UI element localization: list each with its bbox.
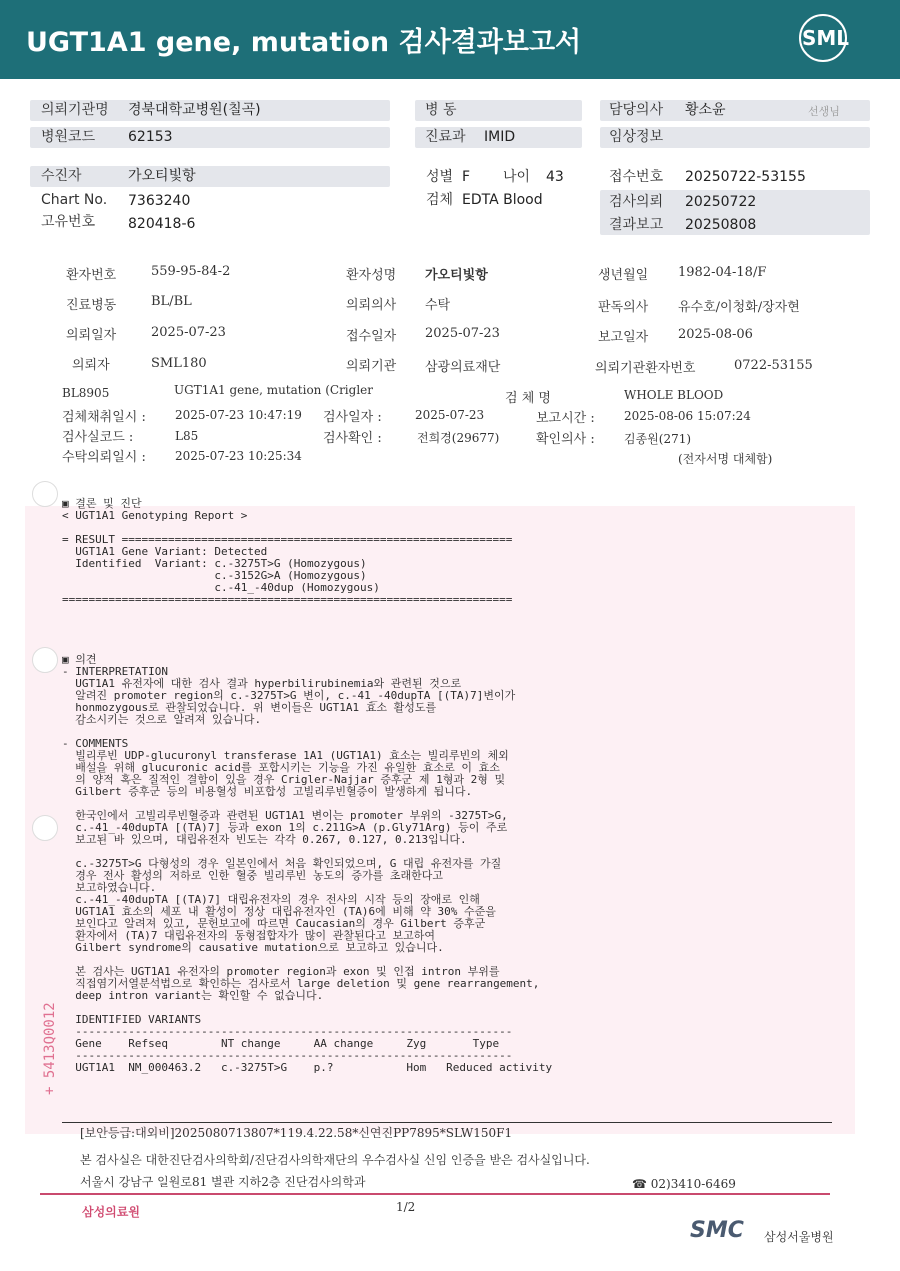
scan-value: 2025-07-23 xyxy=(151,325,226,340)
report-line: ▣ 결론 및 진단 xyxy=(62,497,142,510)
scan-label: 접수일자 xyxy=(346,329,397,344)
report-line: 직접염기서열분석법으로 확인하는 검사로서 large deletion 및 gene rearrangement, xyxy=(62,977,540,990)
scan-value: 2025-07-23 xyxy=(425,326,500,341)
hospital-left: 삼성의료원 xyxy=(82,1205,140,1219)
report-label: 결과보고 xyxy=(609,217,664,233)
report-line: c.-3152G>A (Homozygous) xyxy=(62,569,367,582)
dept-label: 진료과 xyxy=(425,129,466,145)
request-value: 20250722 xyxy=(685,194,757,210)
report-line: 알려진 promoter region의 c.-3275T>G 변이, c.-41_-40dupTA [(TA)7]변이가 xyxy=(62,689,516,702)
report-line: c.-41_-40dupTA [(TA)7] 등과 exon 1의 c.211G>A (p.Gly71Arg) 등이 주로 xyxy=(62,821,508,834)
report-line: ▣ 의견 xyxy=(62,653,97,666)
side-stamp: + 5413Q0012 xyxy=(42,1002,58,1095)
report-line: UGT1A1 효소의 세포 내 활성이 정상 대립유전자인 (TA)6에 비해 약 30% 수준을 xyxy=(62,905,496,918)
report-line: 한국인에서 고빌리루빈혈증과 관련된 UGT1A1 변이는 promoter 부위의 -3275T>G, xyxy=(62,809,508,822)
report-line: Gilbert 증후군 등의 비용혈성 비포합성 고빌리루빈혈증이 발생하게 됩니다. xyxy=(62,785,473,798)
report-line: < UGT1A1 Genotyping Report > xyxy=(62,509,248,522)
scan-label: 의뢰기관환자번호 xyxy=(595,361,696,376)
request-label: 검사의뢰 xyxy=(609,194,664,210)
report-line: Gene Refseq NT change AA change Zyg Type xyxy=(62,1037,500,1050)
security-line: [보안등급:대외비]2025080713807*119.4.22.58*신연진PP7895*SLW150F1 xyxy=(80,1126,513,1140)
signature-note: (전자서명 대체함) xyxy=(678,452,773,466)
scan-value: 유수호/이청화/장자현 xyxy=(678,300,800,315)
doctor-suffix: 선생님 xyxy=(808,105,840,118)
report-line xyxy=(62,606,552,618)
certification-text: 본 검사실은 대한진단검사의학회/진단검사의학재단의 우수검사실 신임 인증을 받은 검사실입니다. xyxy=(80,1153,590,1167)
punch-hole-icon xyxy=(32,815,58,841)
room-value: L85 xyxy=(175,429,199,443)
scan-value: 가오티빛항 xyxy=(425,268,488,283)
report-line: 보고하였습니다. xyxy=(62,881,157,894)
order-value: 2025-07-23 10:25:34 xyxy=(175,449,302,463)
report-line: 환자에서 (TA)7 대립유전자의 동형접합자가 많이 관찰된다고 보고하여 xyxy=(62,929,435,942)
report-line: 배설을 위해 glucuronic acid를 포합시키는 기능을 가진 유일한 효소로 이 효소 xyxy=(62,761,500,774)
scan-label: 환자성명 xyxy=(346,268,397,283)
footer-divider xyxy=(62,1122,832,1123)
report-line: deep intron variant는 확인할 수 없습니다. xyxy=(62,989,324,1002)
code-value: 62153 xyxy=(128,129,173,145)
report-line: 감소시키는 것으로 알려져 있습니다. xyxy=(62,713,262,726)
specimen-value: EDTA Blood xyxy=(462,192,543,208)
test-code: BL8905 xyxy=(62,386,110,400)
report-time-label: 보고시간 : xyxy=(536,411,595,426)
specimen-name-label: 검 체 명 xyxy=(505,391,551,406)
footer-line-pink xyxy=(40,1193,830,1195)
chart-label: Chart No. xyxy=(41,192,108,208)
receipt-value: 20250722-53155 xyxy=(685,169,806,185)
room-label: 검사실코드 : xyxy=(62,430,134,445)
doctor-value: 황소윤 xyxy=(685,102,726,118)
report-line: 빌리루빈 UDP-glucuronyl transferase 1A1 (UGT1A1) 효소는 빌리루빈의 체외 xyxy=(62,749,509,762)
confirm-doc-label: 확인의사 : xyxy=(536,432,595,447)
report-line: 보고된 바 있으며, 대립유전자 빈도는 각각 0.267, 0.127, 0.213입니다. xyxy=(62,833,467,846)
report-line: ------------------------------------------------------------------ xyxy=(62,1025,513,1038)
collect-value: 2025-07-23 10:47:19 xyxy=(175,408,302,422)
doctor-label: 담당의사 xyxy=(609,102,664,118)
report-line: c.-3275T>G 다형성의 경우 일본인에서 처음 확인되었으며, G 대립 유전자를 가질 xyxy=(62,857,502,870)
dept-value: IMID xyxy=(484,129,516,145)
scan-value: 1982-04-18/F xyxy=(678,265,767,280)
report-header xyxy=(0,0,900,79)
scan-label: 진료병동 xyxy=(66,298,117,313)
unique-label: 고유번호 xyxy=(41,214,96,230)
sex-label: 성별 xyxy=(426,169,454,185)
exam-date-value: 2025-07-23 xyxy=(415,408,485,422)
confirm-doc-value: 김종원(271) xyxy=(624,432,692,446)
report-line: ------------------------------------------------------------------ xyxy=(62,1049,513,1062)
scan-label: 보고일자 xyxy=(598,330,649,345)
report-line: Gilbert syndrome의 causative mutation으로 보고하고 있습니다. xyxy=(62,941,444,954)
report-line: 경우 전사 활성의 저하로 인한 혈중 빌리루빈 농도의 증가를 초래한다고 xyxy=(62,869,443,882)
inst-label: 의뢰기관명 xyxy=(41,102,109,118)
scan-value: 0722-53155 xyxy=(734,358,813,373)
scan-value: 559-95-84-2 xyxy=(151,264,231,279)
report-line: 의 양적 혹은 질적인 결함이 있을 경우 Crigler-Najjar 증후군 제 1형과 2형 및 xyxy=(62,773,506,786)
smc-logo: SMC xyxy=(690,1218,744,1243)
report-line: 본 검사는 UGT1A1 유전자의 promoter region과 exon 및 인접 intron 부위를 xyxy=(62,965,500,978)
report-line: IDENTIFIED VARIANTS xyxy=(62,1013,202,1026)
scan-value: 삼광의료재단 xyxy=(425,360,501,375)
report-line: Identified Variant: c.-3275T>G (Homozygous) xyxy=(62,557,367,570)
order-label: 수탁의뢰일시 : xyxy=(62,450,146,465)
age-label: 나이 xyxy=(503,169,531,185)
report-value: 20250808 xyxy=(685,217,757,233)
report-text xyxy=(62,498,552,1074)
punch-hole-icon xyxy=(32,481,58,507)
report-line xyxy=(62,642,552,654)
report-line: UGT1A1 NM_000463.2 c.-3275T>G p.? Hom Reduced activity xyxy=(62,1061,553,1074)
report-line: 보인다고 알려져 있고, 문헌보고에 따르면 Caucasian의 경우 Gilbert 증후군 xyxy=(62,917,486,930)
patient-value: 가오티빛항 xyxy=(128,168,196,184)
address-text: 서울시 강남구 일원로81 별관 지하2층 진단검사의학과 xyxy=(80,1175,366,1189)
scan-value: BL/BL xyxy=(151,294,192,309)
confirm-label: 검사확인 : xyxy=(323,431,382,446)
specimen-name-value: WHOLE BLOOD xyxy=(624,388,724,402)
unique-value: 820418-6 xyxy=(128,216,196,232)
code-label: 병원코드 xyxy=(41,129,96,145)
report-line xyxy=(62,618,552,630)
collect-label: 검체채취일시 : xyxy=(62,410,146,425)
report-line: UGT1A1 유전자에 대한 검사 결과 hyperbilirubinemia와 관련된 것으로 xyxy=(62,677,462,690)
scan-value: 수탁 xyxy=(425,298,451,313)
scan-label: 환자번호 xyxy=(66,268,117,283)
sex-value: F xyxy=(462,169,471,185)
report-time-value: 2025-08-06 15:07:24 xyxy=(624,409,751,423)
scan-value: SML180 xyxy=(151,356,207,371)
scan-label: 의뢰의사 xyxy=(346,298,397,313)
age-value: 43 xyxy=(546,169,564,185)
report-line: UGT1A1 Gene Variant: Detected xyxy=(62,545,268,558)
report-line xyxy=(62,630,552,642)
chart-value: 7363240 xyxy=(128,193,191,209)
report-line: honmozygous로 관찰되었습니다. 위 변이들은 UGT1A1 효소 활성도를 xyxy=(62,701,437,714)
report-line: ==================================================================== xyxy=(62,593,513,606)
report-line: = RESULT =========================================================== xyxy=(62,533,513,546)
report-title: UGT1A1 gene, mutation 검사결과보고서 xyxy=(26,27,582,58)
scan-label: 판독의사 xyxy=(598,300,649,315)
specimen-label: 검체 xyxy=(426,192,454,208)
report-line: c.-41_-40dupTA [(TA)7] 대립유전자의 경우 전사의 시작 등의 장애로 인해 xyxy=(62,893,480,906)
ward-label: 병 동 xyxy=(425,102,457,118)
info-bar-patient xyxy=(30,166,390,187)
report-line: - COMMENTS xyxy=(62,737,129,750)
patient-label: 수진자 xyxy=(41,168,82,184)
hospital-right: 삼성서울병원 xyxy=(764,1230,834,1244)
sml-logo-text: SML xyxy=(802,26,850,50)
receipt-label: 접수번호 xyxy=(609,169,664,185)
test-name: UGT1A1 gene, mutation (Crigler xyxy=(174,383,374,397)
punch-hole-icon xyxy=(32,647,58,673)
clinical-label: 임상정보 xyxy=(609,129,664,145)
inst-value: 경북대학교병원(칠곡) xyxy=(128,102,261,118)
report-line: - INTERPRETATION xyxy=(62,665,168,678)
exam-date-label: 검사일자 : xyxy=(323,410,382,425)
report-line: c.-41_-40dup (Homozygous) xyxy=(62,581,380,594)
report-line xyxy=(62,726,552,738)
scan-label: 의뢰기관 xyxy=(346,359,397,374)
scan-label: 의뢰자 xyxy=(72,358,110,373)
page-number: 1/2 xyxy=(396,1200,416,1214)
scan-label: 생년월일 xyxy=(598,268,649,283)
scan-label: 의뢰일자 xyxy=(66,328,117,343)
scan-value: 2025-08-06 xyxy=(678,327,753,342)
phone-text: ☎ 02)3410-6469 xyxy=(632,1177,736,1191)
confirm-value: 전희경(29677) xyxy=(417,431,500,445)
